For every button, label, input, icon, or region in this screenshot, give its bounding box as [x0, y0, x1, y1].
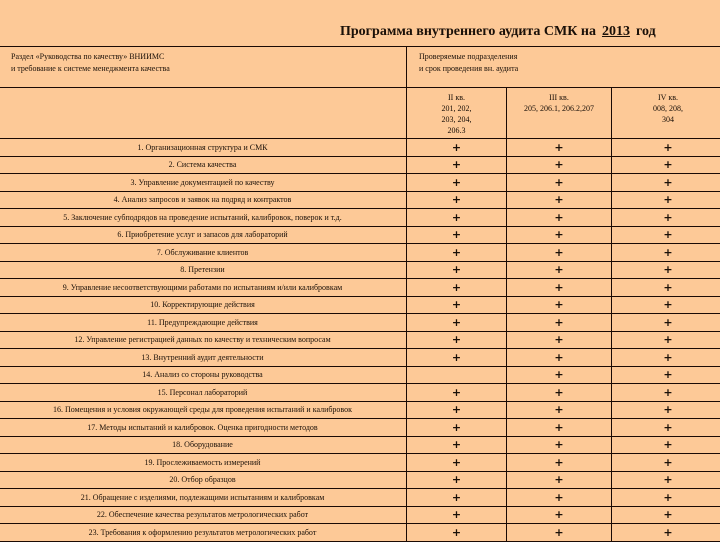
- quarter-cell: [507, 261, 612, 279]
- quarter-header-line: III кв.: [507, 92, 611, 103]
- quarter-cell: [407, 349, 507, 367]
- quarter-cell: [507, 471, 612, 489]
- plus-mark: +: [663, 456, 672, 469]
- quarter-cell: [612, 279, 720, 297]
- title-suffix: год: [636, 24, 656, 39]
- quarter-cell: [507, 524, 612, 542]
- table-row: [0, 489, 720, 507]
- table-row: [0, 366, 720, 384]
- title-year: 2013: [602, 24, 630, 39]
- table-row: [0, 401, 720, 419]
- quarter-header-line: 008, 208,: [612, 103, 720, 114]
- section-header-line2: и требование к системе менеджмента качества: [11, 63, 394, 75]
- plus-mark: +: [663, 176, 672, 189]
- quarter-cell: [507, 244, 612, 262]
- header-row: [0, 47, 720, 88]
- quarter-cell: [612, 296, 720, 314]
- quarter-cell: [612, 331, 720, 349]
- requirement-label: 12. Управление регистрацией данных по качеству и техническим вопросам: [0, 331, 407, 349]
- quarter-cell: [612, 261, 720, 279]
- plus-mark: +: [452, 403, 461, 416]
- requirement-label: 11. Предупреждающие действия: [0, 314, 407, 332]
- quarter-cell: [612, 471, 720, 489]
- plus-mark: +: [554, 526, 563, 539]
- quarter-cell: [507, 489, 612, 507]
- table-row: [0, 191, 720, 209]
- plus-mark: +: [452, 263, 461, 276]
- plus-mark: +: [554, 473, 563, 486]
- quarter-cell: [407, 296, 507, 314]
- quarter-cell: [407, 156, 507, 174]
- quarter-header-2: [407, 88, 507, 139]
- quarter-cell: [612, 349, 720, 367]
- plus-mark: +: [554, 298, 563, 311]
- quarter-cell: [407, 366, 507, 384]
- plus-mark: +: [663, 473, 672, 486]
- quarter-cell: [612, 156, 720, 174]
- quarter-cell: [612, 489, 720, 507]
- table-row: [0, 454, 720, 472]
- table-row: [0, 261, 720, 279]
- quarter-cell: [407, 261, 507, 279]
- quarter-cell: [507, 174, 612, 192]
- requirement-label: 6. Приобретение услуг и запасов для лабораторий: [0, 226, 407, 244]
- plus-mark: +: [452, 316, 461, 329]
- plus-mark: +: [663, 438, 672, 451]
- requirement-label: 19. Прослеживаемость измерений: [0, 454, 407, 472]
- plus-mark: +: [663, 211, 672, 224]
- plus-mark: +: [554, 316, 563, 329]
- plus-mark: +: [663, 193, 672, 206]
- plus-mark: +: [554, 368, 563, 381]
- quarter-cell: [507, 209, 612, 227]
- plus-mark: +: [452, 386, 461, 399]
- section-header: [0, 47, 407, 88]
- requirement-label: 9. Управление несоответствующими работами по испытаниям и/или калибровкам: [0, 279, 407, 297]
- requirement-label: 23. Требования к оформлению результатов метрологических работ: [0, 524, 407, 542]
- plus-mark: +: [452, 298, 461, 311]
- plus-mark: +: [452, 473, 461, 486]
- quarter-cell: [612, 244, 720, 262]
- quarter-header-line: 201, 202,: [407, 103, 506, 114]
- quarter-cell: [407, 226, 507, 244]
- quarter-cell: [612, 419, 720, 437]
- quarter-header-line: 203, 204,: [407, 114, 506, 125]
- units-header-line1: Проверяемые подразделения: [419, 51, 712, 63]
- quarter-cell: [612, 366, 720, 384]
- requirement-label: 1. Организационная структура и СМК: [0, 139, 407, 157]
- table-row: [0, 331, 720, 349]
- plus-mark: +: [554, 351, 563, 364]
- quarter-cell: [612, 401, 720, 419]
- plus-mark: +: [554, 386, 563, 399]
- table-row: [0, 419, 720, 437]
- quarter-cell: [612, 314, 720, 332]
- empty-cell: [0, 88, 407, 139]
- plus-mark: +: [452, 421, 461, 434]
- quarter-header-line: 304: [612, 114, 720, 125]
- requirement-label: 10. Корректирующие действия: [0, 296, 407, 314]
- plus-mark: +: [663, 386, 672, 399]
- plus-mark: +: [663, 526, 672, 539]
- plus-mark: +: [452, 281, 461, 294]
- table-row: [0, 524, 720, 542]
- units-header-line2: и срок проведения вн. аудита: [419, 63, 712, 75]
- plus-mark: +: [554, 263, 563, 276]
- quarter-cell: [507, 156, 612, 174]
- requirement-label: 4. Анализ запросов и заявок на подряд и контрактов: [0, 191, 407, 209]
- plus-mark: +: [452, 333, 461, 346]
- plus-mark: +: [663, 403, 672, 416]
- table-row: [0, 244, 720, 262]
- quarter-header-line: 206.3: [407, 125, 506, 136]
- quarter-cell: [507, 331, 612, 349]
- table-row: [0, 471, 720, 489]
- quarter-cell: [407, 524, 507, 542]
- plus-mark: +: [452, 176, 461, 189]
- audit-program-table: [0, 46, 720, 542]
- quarter-cell: [407, 279, 507, 297]
- quarter-cell: [612, 384, 720, 402]
- quarter-cell: [507, 226, 612, 244]
- quarter-cell: [407, 454, 507, 472]
- quarter-cell: [612, 226, 720, 244]
- quarter-cell: [507, 366, 612, 384]
- table-row: [0, 174, 720, 192]
- plus-mark: +: [452, 193, 461, 206]
- plus-mark: +: [663, 421, 672, 434]
- plus-mark: +: [554, 141, 563, 154]
- plus-mark: +: [554, 403, 563, 416]
- quarter-cell: [507, 279, 612, 297]
- table-row: [0, 139, 720, 157]
- plus-mark: +: [663, 491, 672, 504]
- plus-mark: +: [554, 193, 563, 206]
- plus-mark: +: [452, 228, 461, 241]
- plus-mark: +: [554, 491, 563, 504]
- quarter-cell: [407, 209, 507, 227]
- quarter-header-4: [612, 88, 720, 139]
- quarter-header-3: [507, 88, 612, 139]
- requirement-label: 2. Система качества: [0, 156, 407, 174]
- quarter-cell: [507, 506, 612, 524]
- plus-mark: +: [554, 211, 563, 224]
- quarter-cell: [507, 454, 612, 472]
- table-row: [0, 296, 720, 314]
- plus-mark: +: [452, 508, 461, 521]
- quarter-cell: [407, 331, 507, 349]
- requirement-label: 15. Персонал лабораторий: [0, 384, 407, 402]
- plus-mark: +: [663, 228, 672, 241]
- quarter-cell: [407, 489, 507, 507]
- plus-mark: +: [554, 176, 563, 189]
- plus-mark: +: [663, 141, 672, 154]
- plus-mark: +: [663, 368, 672, 381]
- plus-mark: +: [554, 438, 563, 451]
- requirement-label: 18. Оборудование: [0, 436, 407, 454]
- plus-mark: +: [452, 491, 461, 504]
- plus-mark: +: [554, 508, 563, 521]
- requirement-label: 16. Помещения и условия окружающей среды для проведения испытаний и калибровок: [0, 401, 407, 419]
- plus-mark: +: [554, 281, 563, 294]
- plus-mark: +: [452, 438, 461, 451]
- plus-mark: +: [554, 456, 563, 469]
- quarter-cell: [507, 191, 612, 209]
- table-row: [0, 226, 720, 244]
- plus-mark: +: [663, 351, 672, 364]
- plus-mark: +: [663, 298, 672, 311]
- requirement-label: 20. Отбор образцов: [0, 471, 407, 489]
- title-text: Программа внутреннего аудита СМК на: [340, 24, 596, 39]
- plus-mark: +: [452, 246, 461, 259]
- plus-mark: +: [452, 351, 461, 364]
- quarter-cell: [507, 139, 612, 157]
- quarter-header-line: 205, 206.1, 206.2,207: [507, 103, 611, 114]
- quarter-cell: [612, 436, 720, 454]
- plus-mark: +: [452, 141, 461, 154]
- quarter-cell: [507, 419, 612, 437]
- quarter-cell: [612, 506, 720, 524]
- requirement-label: 3. Управление документацией по качеству: [0, 174, 407, 192]
- quarter-cell: [407, 401, 507, 419]
- plus-mark: +: [554, 246, 563, 259]
- requirement-label: 22. Обеспечение качества результатов метрологических работ: [0, 506, 407, 524]
- table-row: [0, 209, 720, 227]
- requirement-label: 7. Обслуживание клиентов: [0, 244, 407, 262]
- quarter-cell: [407, 174, 507, 192]
- table-row: [0, 279, 720, 297]
- plus-mark: +: [554, 228, 563, 241]
- table-row: [0, 506, 720, 524]
- requirement-label: 13. Внутренний аудит деятельности: [0, 349, 407, 367]
- quarter-cell: [407, 506, 507, 524]
- plus-mark: +: [663, 281, 672, 294]
- quarter-cell: [612, 174, 720, 192]
- quarter-header-line: II кв.: [407, 92, 506, 103]
- quarter-row: [0, 88, 720, 139]
- page-title: [340, 24, 656, 40]
- quarter-cell: [507, 296, 612, 314]
- quarter-cell: [612, 454, 720, 472]
- requirement-label: 8. Претензии: [0, 261, 407, 279]
- requirement-label: 21. Обращение с изделиями, подлежащими испытаниям и калибровкам: [0, 489, 407, 507]
- quarter-cell: [612, 139, 720, 157]
- plus-mark: +: [452, 211, 461, 224]
- plus-mark: +: [554, 421, 563, 434]
- table-row: [0, 436, 720, 454]
- quarter-cell: [407, 384, 507, 402]
- plus-mark: +: [554, 158, 563, 171]
- quarter-cell: [507, 314, 612, 332]
- plus-mark: +: [452, 526, 461, 539]
- plus-mark: +: [554, 333, 563, 346]
- table-row: [0, 314, 720, 332]
- plus-mark: +: [663, 246, 672, 259]
- table-row: [0, 349, 720, 367]
- quarter-cell: [507, 349, 612, 367]
- quarter-cell: [507, 384, 612, 402]
- quarter-cell: [407, 436, 507, 454]
- quarter-cell: [407, 191, 507, 209]
- table-row: [0, 384, 720, 402]
- quarter-cell: [407, 419, 507, 437]
- quarter-cell: [407, 471, 507, 489]
- units-header: [407, 47, 720, 88]
- plus-mark: +: [663, 263, 672, 276]
- quarter-header-line: IV кв.: [612, 92, 720, 103]
- table-row: [0, 156, 720, 174]
- plus-mark: +: [452, 158, 461, 171]
- plus-mark: +: [452, 456, 461, 469]
- plus-mark: +: [663, 333, 672, 346]
- requirement-label: 17. Методы испытаний и калибровок. Оценка пригодности методов: [0, 419, 407, 437]
- quarter-cell: [407, 244, 507, 262]
- section-header-line1: Раздел «Руководства по качеству» ВНИИМС: [11, 51, 394, 63]
- quarter-cell: [612, 524, 720, 542]
- requirement-label: 14. Анализ со стороны руководства: [0, 366, 407, 384]
- quarter-cell: [612, 191, 720, 209]
- quarter-cell: [507, 401, 612, 419]
- plus-mark: +: [663, 508, 672, 521]
- quarter-cell: [612, 209, 720, 227]
- quarter-cell: [507, 436, 612, 454]
- quarter-cell: [407, 139, 507, 157]
- quarter-cell: [407, 314, 507, 332]
- plus-mark: +: [663, 316, 672, 329]
- plus-mark: +: [663, 158, 672, 171]
- requirement-label: 5. Заключение субподрядов на проведение испытаний, калибровок, поверок и т.д.: [0, 209, 407, 227]
